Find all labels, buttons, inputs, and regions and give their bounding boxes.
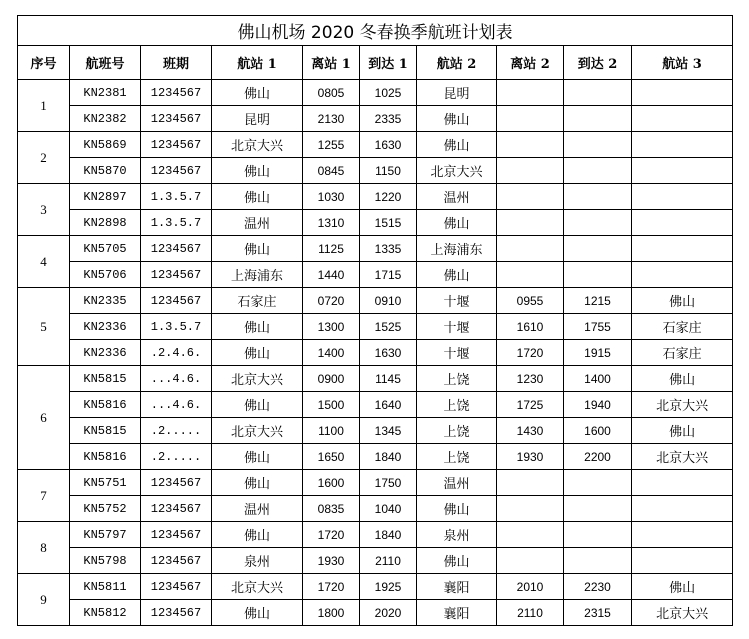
header-arrive-1: 到达 1 — [360, 46, 417, 80]
arrive-1-cell: 2020 — [360, 600, 417, 626]
arrive-2-cell — [564, 496, 632, 522]
table-row — [18, 444, 733, 470]
arrive-2-cell: 1940 — [564, 392, 632, 418]
arrive-2-cell: 1600 — [564, 418, 632, 444]
flight-number-cell: KN2335 — [70, 288, 141, 314]
station-3-cell — [632, 158, 733, 184]
arrive-2-cell — [564, 522, 632, 548]
station-2-cell: 十堰 — [417, 314, 497, 340]
depart-2-cell — [497, 80, 564, 106]
schedule-days-cell: .2.4.6. — [141, 340, 212, 366]
station-1-cell: 佛山 — [212, 600, 303, 626]
station-3-cell: 北京大兴 — [632, 600, 733, 626]
depart-1-cell: 1720 — [303, 574, 360, 600]
station-1-cell: 北京大兴 — [212, 366, 303, 392]
depart-1-cell: 2130 — [303, 106, 360, 132]
depart-2-cell — [497, 522, 564, 548]
header-station-2: 航站 2 — [417, 46, 497, 80]
sequence-cell: 8 — [18, 522, 70, 574]
table-row — [18, 496, 733, 522]
header-station-1: 航站 1 — [212, 46, 303, 80]
station-2-cell: 上饶 — [417, 366, 497, 392]
depart-2-cell — [497, 262, 564, 288]
sequence-cell: 7 — [18, 470, 70, 522]
table-row — [18, 418, 733, 444]
station-1-cell: 佛山 — [212, 236, 303, 262]
arrive-2-cell — [564, 470, 632, 496]
schedule-table-container — [17, 15, 732, 626]
table-row — [18, 600, 733, 626]
table-row — [18, 288, 733, 314]
schedule-days-cell: 1.3.5.7 — [141, 314, 212, 340]
sequence-cell: 5 — [18, 288, 70, 366]
station-1-cell: 温州 — [212, 496, 303, 522]
station-1-cell: 佛山 — [212, 340, 303, 366]
schedule-days-cell: 1234567 — [141, 288, 212, 314]
flight-number-cell: KN5811 — [70, 574, 141, 600]
depart-2-cell — [497, 210, 564, 236]
schedule-days-cell: ...4.6. — [141, 366, 212, 392]
station-2-cell: 十堰 — [417, 340, 497, 366]
depart-2-cell — [497, 132, 564, 158]
arrive-2-cell — [564, 236, 632, 262]
station-3-cell — [632, 106, 733, 132]
arrive-1-cell: 1515 — [360, 210, 417, 236]
station-3-cell — [632, 496, 733, 522]
station-1-cell: 佛山 — [212, 444, 303, 470]
station-2-cell: 上饶 — [417, 418, 497, 444]
table-title: 佛山机场 2020 冬春换季航班计划表 — [18, 16, 733, 46]
header-depart-2: 离站 2 — [497, 46, 564, 80]
sequence-cell: 4 — [18, 236, 70, 288]
arrive-2-cell: 2315 — [564, 600, 632, 626]
table-row — [18, 340, 733, 366]
arrive-1-cell: 1220 — [360, 184, 417, 210]
arrive-1-cell: 1640 — [360, 392, 417, 418]
depart-2-cell: 1430 — [497, 418, 564, 444]
station-1-cell: 佛山 — [212, 470, 303, 496]
arrive-1-cell: 2110 — [360, 548, 417, 574]
station-1-cell: 北京大兴 — [212, 132, 303, 158]
flight-number-cell: KN2336 — [70, 340, 141, 366]
station-1-cell: 温州 — [212, 210, 303, 236]
depart-2-cell: 2010 — [497, 574, 564, 600]
arrive-1-cell: 1525 — [360, 314, 417, 340]
arrive-2-cell: 1215 — [564, 288, 632, 314]
arrive-2-cell: 1915 — [564, 340, 632, 366]
station-2-cell: 上饶 — [417, 444, 497, 470]
arrive-1-cell: 1840 — [360, 444, 417, 470]
flight-schedule-table — [17, 15, 733, 626]
depart-1-cell: 1800 — [303, 600, 360, 626]
flight-number-cell: KN2336 — [70, 314, 141, 340]
arrive-1-cell: 1145 — [360, 366, 417, 392]
station-1-cell: 佛山 — [212, 184, 303, 210]
arrive-1-cell: 1335 — [360, 236, 417, 262]
depart-1-cell: 0805 — [303, 80, 360, 106]
flight-number-cell: KN5812 — [70, 600, 141, 626]
arrive-2-cell — [564, 548, 632, 574]
arrive-1-cell: 1150 — [360, 158, 417, 184]
station-3-cell: 石家庄 — [632, 314, 733, 340]
header-arrive-2: 到达 2 — [564, 46, 632, 80]
schedule-days-cell: 1.3.5.7 — [141, 184, 212, 210]
table-row — [18, 106, 733, 132]
station-2-cell: 上海浦东 — [417, 236, 497, 262]
depart-2-cell — [497, 184, 564, 210]
table-row — [18, 548, 733, 574]
station-2-cell: 佛山 — [417, 548, 497, 574]
schedule-days-cell: 1234567 — [141, 496, 212, 522]
depart-1-cell: 1600 — [303, 470, 360, 496]
arrive-1-cell: 1840 — [360, 522, 417, 548]
table-body — [18, 80, 733, 626]
station-2-cell: 十堰 — [417, 288, 497, 314]
station-2-cell: 佛山 — [417, 262, 497, 288]
table-row — [18, 392, 733, 418]
arrive-2-cell — [564, 210, 632, 236]
depart-1-cell: 1255 — [303, 132, 360, 158]
station-2-cell: 温州 — [417, 184, 497, 210]
arrive-1-cell: 1750 — [360, 470, 417, 496]
depart-2-cell — [497, 158, 564, 184]
arrive-2-cell: 1755 — [564, 314, 632, 340]
table-row — [18, 158, 733, 184]
depart-2-cell: 1725 — [497, 392, 564, 418]
depart-2-cell — [497, 496, 564, 522]
arrive-1-cell: 1345 — [360, 418, 417, 444]
depart-2-cell — [497, 470, 564, 496]
station-3-cell: 北京大兴 — [632, 392, 733, 418]
flight-number-cell: KN5706 — [70, 262, 141, 288]
schedule-days-cell: 1234567 — [141, 106, 212, 132]
flight-number-cell: KN5816 — [70, 392, 141, 418]
depart-1-cell: 1125 — [303, 236, 360, 262]
arrive-1-cell: 1025 — [360, 80, 417, 106]
station-3-cell — [632, 262, 733, 288]
schedule-days-cell: ...4.6. — [141, 392, 212, 418]
station-3-cell: 北京大兴 — [632, 444, 733, 470]
schedule-days-cell: 1234567 — [141, 236, 212, 262]
schedule-days-cell: 1234567 — [141, 132, 212, 158]
station-2-cell: 昆明 — [417, 80, 497, 106]
table-row — [18, 184, 733, 210]
station-3-cell: 佛山 — [632, 288, 733, 314]
depart-1-cell: 0845 — [303, 158, 360, 184]
depart-1-cell: 1300 — [303, 314, 360, 340]
flight-number-cell: KN5798 — [70, 548, 141, 574]
station-3-cell: 石家庄 — [632, 340, 733, 366]
station-1-cell: 昆明 — [212, 106, 303, 132]
sequence-cell: 6 — [18, 366, 70, 470]
depart-2-cell — [497, 548, 564, 574]
flight-number-cell: KN5705 — [70, 236, 141, 262]
arrive-2-cell — [564, 158, 632, 184]
flight-number-cell: KN2897 — [70, 184, 141, 210]
header-seq: 序号 — [18, 46, 70, 80]
table-row — [18, 470, 733, 496]
depart-1-cell: 1650 — [303, 444, 360, 470]
station-3-cell — [632, 210, 733, 236]
station-2-cell: 泉州 — [417, 522, 497, 548]
station-3-cell — [632, 184, 733, 210]
arrive-2-cell: 2230 — [564, 574, 632, 600]
flight-number-cell: KN5797 — [70, 522, 141, 548]
depart-2-cell: 1930 — [497, 444, 564, 470]
depart-1-cell: 0720 — [303, 288, 360, 314]
schedule-days-cell: .2..... — [141, 444, 212, 470]
depart-2-cell: 0955 — [497, 288, 564, 314]
station-2-cell: 佛山 — [417, 210, 497, 236]
station-2-cell: 佛山 — [417, 132, 497, 158]
sequence-cell: 1 — [18, 80, 70, 132]
table-row — [18, 522, 733, 548]
station-1-cell: 上海浦东 — [212, 262, 303, 288]
flight-number-cell: KN2381 — [70, 80, 141, 106]
station-2-cell: 襄阳 — [417, 600, 497, 626]
sequence-cell: 2 — [18, 132, 70, 184]
arrive-1-cell: 1925 — [360, 574, 417, 600]
header-flight: 航班号 — [70, 46, 141, 80]
flight-number-cell: KN5869 — [70, 132, 141, 158]
flight-number-cell: KN5815 — [70, 418, 141, 444]
schedule-days-cell: .2..... — [141, 418, 212, 444]
arrive-1-cell: 1040 — [360, 496, 417, 522]
arrive-1-cell: 2335 — [360, 106, 417, 132]
depart-1-cell: 1100 — [303, 418, 360, 444]
arrive-1-cell: 1630 — [360, 132, 417, 158]
flight-number-cell: KN5816 — [70, 444, 141, 470]
schedule-days-cell: 1234567 — [141, 522, 212, 548]
station-3-cell — [632, 522, 733, 548]
table-row — [18, 236, 733, 262]
station-2-cell: 佛山 — [417, 496, 497, 522]
depart-1-cell: 0900 — [303, 366, 360, 392]
depart-1-cell: 1400 — [303, 340, 360, 366]
schedule-days-cell: 1234567 — [141, 600, 212, 626]
station-2-cell: 温州 — [417, 470, 497, 496]
station-1-cell: 北京大兴 — [212, 574, 303, 600]
arrive-2-cell: 2200 — [564, 444, 632, 470]
arrive-1-cell: 1630 — [360, 340, 417, 366]
station-1-cell: 佛山 — [212, 522, 303, 548]
schedule-days-cell: 1234567 — [141, 158, 212, 184]
station-3-cell — [632, 236, 733, 262]
header-depart-1: 离站 1 — [303, 46, 360, 80]
station-2-cell: 上饶 — [417, 392, 497, 418]
station-3-cell — [632, 80, 733, 106]
arrive-2-cell — [564, 262, 632, 288]
station-3-cell: 佛山 — [632, 574, 733, 600]
depart-2-cell: 2110 — [497, 600, 564, 626]
sequence-cell: 3 — [18, 184, 70, 236]
header-row — [18, 46, 733, 80]
table-row — [18, 574, 733, 600]
table-row — [18, 132, 733, 158]
arrive-2-cell — [564, 106, 632, 132]
schedule-days-cell: 1234567 — [141, 262, 212, 288]
station-2-cell: 北京大兴 — [417, 158, 497, 184]
table-row — [18, 210, 733, 236]
station-1-cell: 佛山 — [212, 158, 303, 184]
station-1-cell: 泉州 — [212, 548, 303, 574]
schedule-days-cell: 1234567 — [141, 470, 212, 496]
header-days: 班期 — [141, 46, 212, 80]
arrive-2-cell: 1400 — [564, 366, 632, 392]
flight-number-cell: KN2382 — [70, 106, 141, 132]
table-row — [18, 366, 733, 392]
depart-1-cell: 0835 — [303, 496, 360, 522]
station-3-cell — [632, 470, 733, 496]
station-1-cell: 佛山 — [212, 392, 303, 418]
flight-number-cell: KN5870 — [70, 158, 141, 184]
flight-number-cell: KN5815 — [70, 366, 141, 392]
header-station-3: 航站 3 — [632, 46, 733, 80]
arrive-1-cell: 1715 — [360, 262, 417, 288]
depart-1-cell: 1930 — [303, 548, 360, 574]
flight-number-cell: KN5751 — [70, 470, 141, 496]
depart-2-cell: 1610 — [497, 314, 564, 340]
depart-2-cell — [497, 236, 564, 262]
sequence-cell: 9 — [18, 574, 70, 626]
flight-number-cell: KN2898 — [70, 210, 141, 236]
schedule-days-cell: 1.3.5.7 — [141, 210, 212, 236]
station-2-cell: 襄阳 — [417, 574, 497, 600]
depart-1-cell: 1500 — [303, 392, 360, 418]
station-1-cell: 佛山 — [212, 314, 303, 340]
schedule-days-cell: 1234567 — [141, 574, 212, 600]
arrive-2-cell — [564, 132, 632, 158]
depart-1-cell: 1310 — [303, 210, 360, 236]
station-1-cell: 北京大兴 — [212, 418, 303, 444]
arrive-1-cell: 0910 — [360, 288, 417, 314]
station-3-cell — [632, 548, 733, 574]
depart-2-cell: 1720 — [497, 340, 564, 366]
depart-2-cell: 1230 — [497, 366, 564, 392]
station-3-cell: 佛山 — [632, 418, 733, 444]
table-row — [18, 262, 733, 288]
station-3-cell: 佛山 — [632, 366, 733, 392]
depart-1-cell: 1030 — [303, 184, 360, 210]
flight-number-cell: KN5752 — [70, 496, 141, 522]
schedule-days-cell: 1234567 — [141, 80, 212, 106]
station-2-cell: 佛山 — [417, 106, 497, 132]
schedule-days-cell: 1234567 — [141, 548, 212, 574]
depart-1-cell: 1720 — [303, 522, 360, 548]
depart-1-cell: 1440 — [303, 262, 360, 288]
station-1-cell: 石家庄 — [212, 288, 303, 314]
arrive-2-cell — [564, 184, 632, 210]
table-row — [18, 80, 733, 106]
table-row — [18, 314, 733, 340]
depart-2-cell — [497, 106, 564, 132]
station-3-cell — [632, 132, 733, 158]
arrive-2-cell — [564, 80, 632, 106]
station-1-cell: 佛山 — [212, 80, 303, 106]
